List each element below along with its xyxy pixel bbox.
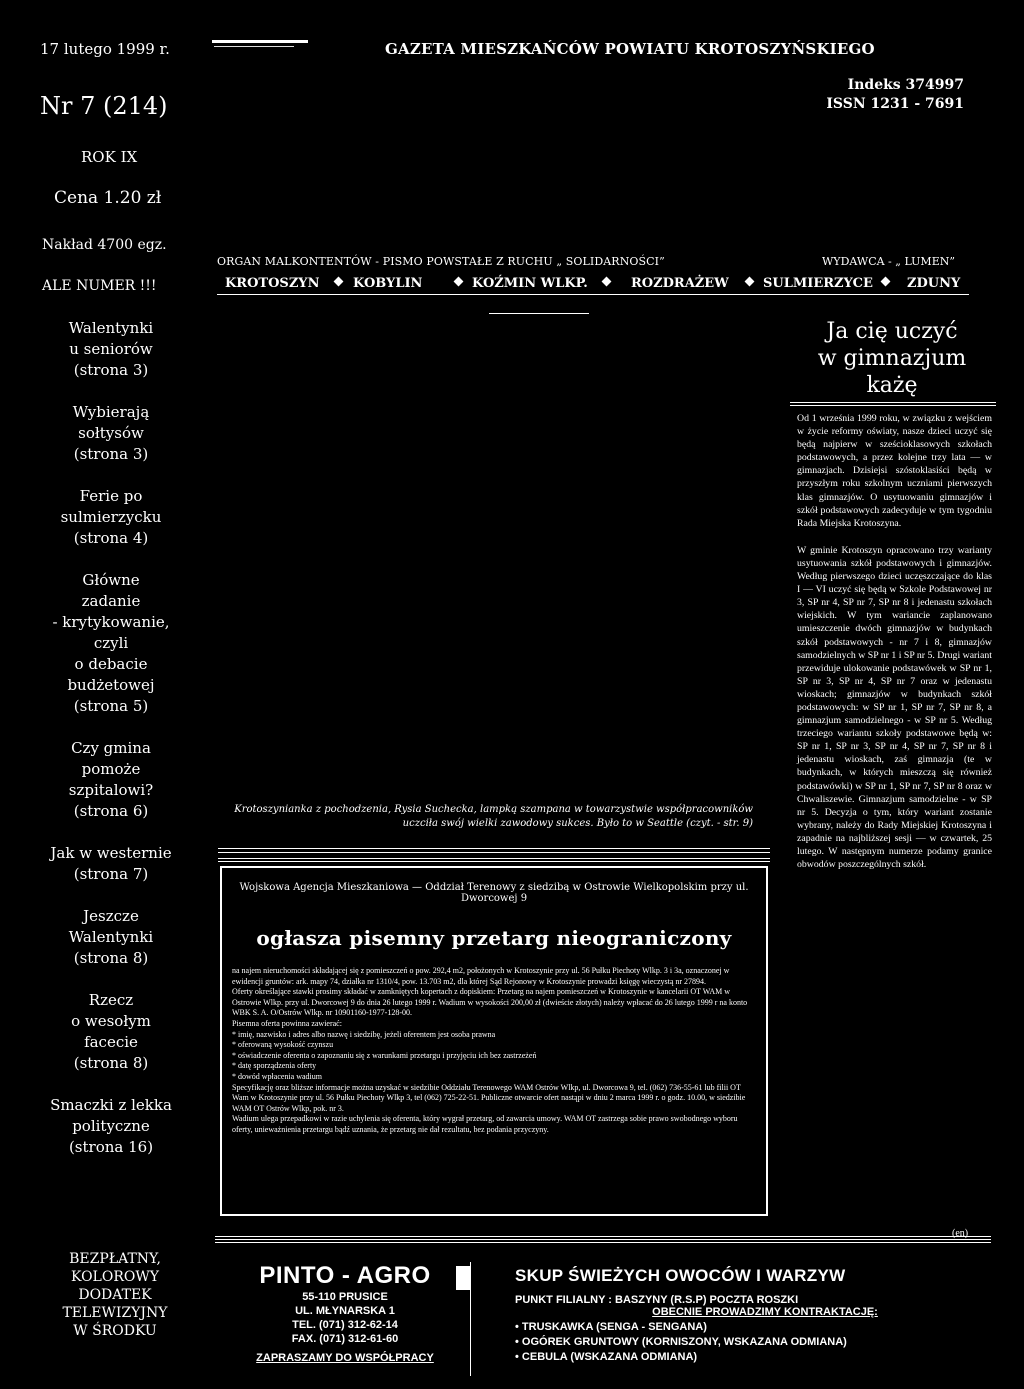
bottom-rule	[215, 1242, 991, 1243]
issn-number: ISSN 1231 - 7691	[826, 96, 964, 112]
issue-number: Nr 7 (214)	[40, 92, 168, 120]
article-title[interactable]	[788, 318, 996, 399]
skup-contract-heading: OBECNIE PROWADZIMY KONTRAKTACJĘ:	[652, 1306, 878, 1318]
toc-page: (strona 16)	[68, 1138, 154, 1156]
toc-title: Jak w westernie	[50, 844, 172, 862]
diamond-icon	[745, 277, 755, 287]
toc-item[interactable]	[30, 990, 192, 1074]
index-block	[826, 76, 964, 114]
toc-title: Walentynki u seniorów	[68, 319, 154, 358]
skup-title: SKUP ŚWIEŻYCH OWOCÓW I WARZYW	[515, 1266, 846, 1285]
toc-page: (strona 4)	[73, 529, 149, 547]
toc-page: (strona 7)	[73, 865, 149, 883]
notice-paragraph: na najem nieruchomości składającej się z pomieszczeń o pow. 292,4 m2, położonych w Krotoszynie przy ul. 56 Pułku Piechoty Wlkp. 3 i 3a, oznaczonej w ewidencji gruntów: ark. mapy 74, działka nr 1310/4, pow. 13.703 m2, dla której Sąd Rejonowy w Krotoszynie prowadzi księgę wieczystą nr 27894.	[232, 966, 730, 986]
skup-ad	[515, 1266, 985, 1365]
toc-page: (strona 3)	[73, 361, 149, 379]
ad-company-name: PINTO - AGRO	[259, 1262, 431, 1289]
photo-caption: Krotoszynianka z pochodzenia, Rysia Suchecka, lampką szampana w towarzystwie współpracowników uczciła swój wielki zawodowy sukces. Było to w Seattle (czyt. - str. 9)	[234, 804, 753, 829]
notice-list-item: * datę sporządzenia oferty	[232, 1061, 317, 1071]
towns-underline	[217, 294, 969, 295]
ad-divider	[470, 1262, 471, 1376]
toc-item[interactable]	[30, 906, 192, 969]
toc-item[interactable]	[30, 1095, 192, 1158]
diamond-icon	[334, 277, 344, 287]
separator-rule	[218, 848, 770, 853]
toc-item[interactable]	[30, 570, 192, 717]
notice-paragraph: Oferty określające stawki prosimy składać w zamkniętych kopertach z dopiskiem: Przetarg na najem pomieszczeń w Krotoszynie w kancelarii OT WAM w Ostrowie Wlkp. przy ul. Dworcowej 9 do dnia 26 lutego 1999 r. Wadium w wysokości 200,00 zł (dwieście złotych) należy wpłacać do 26 lutego 1999 r na konto WBK S. A. O/Ostrów Wlkp. nr 10901160-1977-128-00.	[232, 987, 748, 1018]
toc-title: Główne zadanie - krytykowanie, czyli o debacie budżetowej	[52, 571, 170, 694]
toc-title: Czy gmina pomoże szpitalowi?	[68, 739, 154, 799]
article-rule	[790, 405, 996, 406]
toc-title: Ferie po sulmierzycku	[60, 487, 162, 526]
index-number: Indeks 374997	[847, 77, 964, 93]
town-zduny: ZDUNY	[907, 276, 961, 291]
table-of-contents	[30, 318, 192, 1179]
notice-title: ogłasza pisemny przetarg nieograniczony	[256, 926, 732, 950]
diamond-icon	[454, 277, 464, 287]
diamond-icon	[881, 277, 891, 287]
circulation: Nakład 4700 egz.	[42, 237, 167, 253]
newspaper-title: GAZETA MIESZKAŃCÓW POWIATU KROTOSZYŃSKIEGO	[385, 40, 875, 58]
notice-list-item: * imię, nazwisko i adres albo nazwę i siedzibę, jeżeli oferentem jest osoba prawna	[232, 1029, 496, 1039]
town-rozdrazew: ROZDRAŻEW	[631, 276, 729, 291]
photo-top-rule	[489, 313, 589, 314]
article-paragraph: Od 1 września 1999 roku, w związku z wejściem w życie reformy oświaty, nasze dzieci uczyć się będą najpierw w sześcioklasowych szkołach podstawowych, a przez kolejne trzy lata — w gimnazjach. Dzisiejsi szóstoklasiści będą w przyszłym roku szkolnym uczniami pierwszych klas gimnazjów. O usytuowaniu gimnazjów i szkół podstawowych zadecyduje w tym tygodniu Rada Miejska Krotoszyna.	[797, 413, 992, 529]
diamond-icon	[602, 277, 612, 287]
notice-paragraph: Specyfikację oraz bliższe informacje można uzyskać w siedzibie Oddziału Terenowego WAM Ostrów Wlkp, ul. Dworcowa 9, tel. (062) 736-55-61 lub filii OT Wam w Krotoszynie przy ul. 56 Pułku Piechoty Wlkp 3, tel (062) 725-22-51. Publiczne otwarcie ofert nastąpi w dniu 2 marca 1999 r. o godz. 10.00, w siedzibie WAM OT Ostrów Wlkp, pok. nr 3.	[232, 1082, 746, 1113]
article-signature: (en)	[952, 1228, 969, 1239]
year-volume: ROK IX	[81, 148, 138, 166]
toc-item[interactable]	[30, 402, 192, 465]
separator-rule	[218, 858, 770, 862]
ale-numer-tagline: ALE NUMER !!!	[42, 278, 157, 294]
notice-list-item: * dowód wpłacenia wadium	[232, 1071, 322, 1081]
town-krotoszyn: KROTOSZYN	[225, 276, 320, 291]
skup-list-item: • OGÓREK GRUNTOWY (KORNISZONY, WSKAZANA ODMIANA)	[515, 1335, 985, 1350]
skup-list-item: • TRUSKAWKA (SENGA - SENGANA)	[515, 1320, 985, 1335]
toc-page: (strona 3)	[73, 445, 149, 463]
masthead-scribble	[212, 40, 308, 43]
ad-phone: TEL. (071) 312-62-14	[292, 1319, 398, 1331]
toc-item[interactable]	[30, 738, 192, 822]
article-rule	[790, 402, 996, 403]
towns-bar	[217, 274, 969, 294]
toc-title: Smaczki z lekka polityczne	[50, 1096, 172, 1135]
skup-list-item: • CEBULA (WSKAZANA ODMIANA)	[515, 1350, 985, 1365]
notice-list-item: * oferowaną wysokość czynszu	[232, 1040, 334, 1050]
notice-agency: Wojskowa Agencja Mieszkaniowa — Oddział Terenowy z siedzibą w Ostrowie Wielkopolskim przy ul. Dworcowej 9	[239, 882, 749, 904]
toc-page: (strona 5)	[73, 697, 149, 715]
toc-page: (strona 6)	[73, 802, 149, 820]
toc-item[interactable]	[30, 486, 192, 549]
bottom-rule	[215, 1236, 991, 1240]
article-title-text: Ja cię uczyć w gimnazjum każę	[817, 319, 967, 398]
town-sulmierzyce: SULMIERZYCE	[763, 276, 873, 291]
price: Cena 1.20 zł	[54, 188, 162, 208]
article-body	[797, 412, 992, 871]
notice-paragraph: Wadium ulega przepadkowi w razie uchylenia się oferenta, który wygrał przetarg, od zawarcia umowy. WAM OT zastrzega sobie prawo swobodnego wyboru oferty, unieważnienia przetargu bądź uznania, że przetarg nie dał rezultatu, bez podania przyczyny.	[232, 1114, 738, 1134]
notice-paragraph: Pisemna oferta powinna zawierać:	[232, 1018, 342, 1028]
toc-title: Jeszcze Walentynki	[68, 907, 154, 946]
town-kobylin: KOBYLIN	[353, 276, 423, 291]
ad-fax: FAX. (071) 312-61-60	[291, 1333, 399, 1345]
skup-branch: PUNKT FILIALNY : BASZYNY (R.S.P) POCZTA ROSZKI	[515, 1294, 799, 1306]
tender-notice	[220, 866, 768, 1216]
tv-supplement-text: BEZPŁATNY, KOLOROWY DODATEK TELEWIZYJNY W ŚRODKU	[62, 1251, 168, 1339]
masthead-scribble-underline	[214, 46, 294, 47]
skup-list	[515, 1320, 985, 1365]
issue-date: 17 lutego 1999 r.	[40, 40, 170, 58]
toc-item[interactable]	[30, 318, 192, 381]
organ-subtitle: ORGAN MALKONTENTÓW - PISMO POWSTAŁE Z RUCHU „ SOLIDARNOŚCI”	[217, 255, 665, 268]
publisher: WYDAWCA - „ LUMEN”	[822, 255, 955, 268]
town-kozmin: KOŹMIN WLKP.	[472, 276, 588, 291]
ad-address: UL. MŁYNARSKA 1	[295, 1305, 395, 1317]
toc-page: (strona 8)	[73, 949, 149, 967]
notice-list-item: * oświadczenie oferenta o zapoznaniu się z warunkami przetargu i przyjęciu ich bez zastrzeżeń	[232, 1050, 537, 1060]
article-paragraph: W gminie Krotoszyn opracowano trzy warianty usytuowania szkół podstawowych i gimnazjów. Według pierwszego dzieci uczęszczające do klas I — VI uczyć się będą w Szkole Podstawowej nr 3, SP nr 4, SP nr 7, SP nr 8 i jedenastu szkołach wiejskich. W tym wariancie zaplanowano umieszczenie dwóch gimnazjów w budynkach szkół podstawowych - nr 7 i 8, gimnazjów samodzielnych w SP nr 1 i SP nr 5. Drugi wariant przewiduje ulokowanie podstawówek w SP nr 1, SP nr 3, SP nr 4, SP nr 7 oraz w jedenastu wioskach; gimnazjów w budynkach szkół podstawowych: w SP nr 1, SP nr 7, SP nr 8, a gimnazjum samodzielnego - w SP nr 5. Według trzeciego wariantu szkoły podstawowe będą w: SP nr 1, SP nr 3, SP nr 4, SP nr 7, SP nr 8 i jedenastu wioskach, zaś gimnazja (te w budynkach, w których mieszczą się również podstawówki) w SP nr 1, SP nr 7, SP nr 8 oraz w Chwaliszewie. Gimnazjum samodzielne - w SP nr 5. Decyzja o tym, który wariant zostanie wybrany, należy do Rady Miejskiej Krotoszyna i zapadnie na najbliższej sesji — w czwartek, 25 lutego. W następnym numerze podamy granice obwodów poszczególnych szkół.	[797, 544, 992, 871]
pinto-agro-ad	[225, 1262, 465, 1364]
toc-item[interactable]	[30, 843, 192, 885]
ad-address: 55-110 PRUSICE	[302, 1291, 388, 1303]
toc-page: (strona 8)	[73, 1054, 149, 1072]
toc-title: Wybierają sołtysów	[72, 403, 150, 442]
ad-invitation: ZAPRASZAMY DO WSPÓŁPRACY	[256, 1352, 434, 1364]
tv-supplement-note	[40, 1250, 190, 1340]
ad-block-mark	[456, 1266, 470, 1290]
toc-title: Rzecz o wesołym facecie	[71, 991, 151, 1051]
